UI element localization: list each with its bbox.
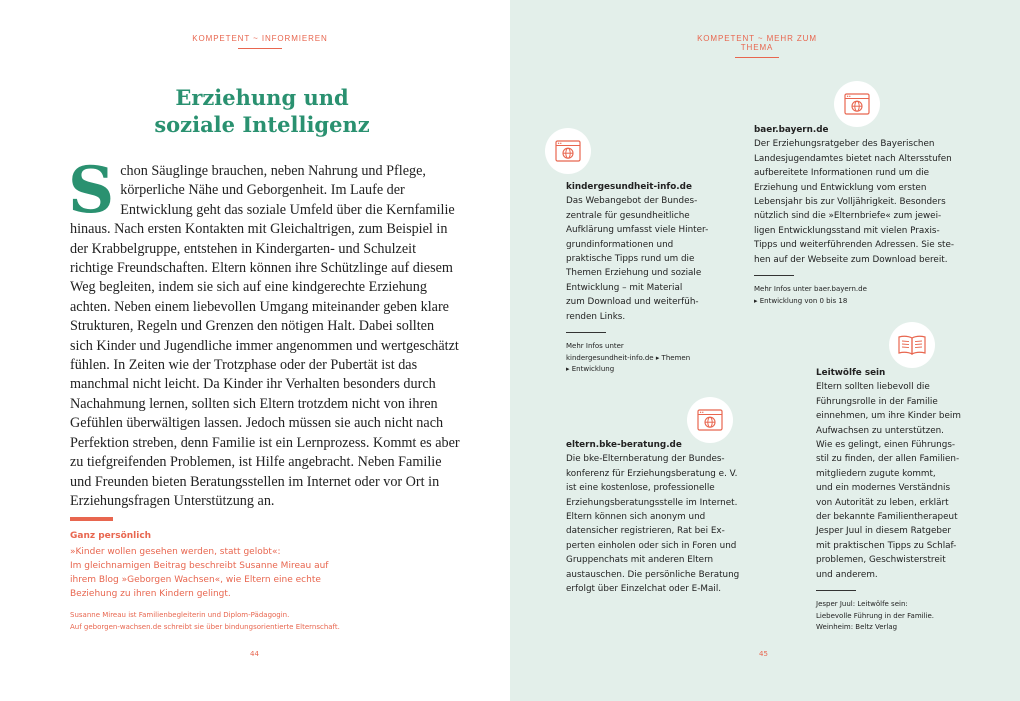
resource-line: praktische Tipps rund um die — [566, 254, 695, 265]
open-book-icon — [889, 322, 935, 368]
resource-line: einnehmen, um ihre Kinder beim — [816, 411, 961, 422]
left-header-rule — [238, 48, 282, 49]
sidebar-quote-line: Beziehung zu ihren Kindern gelingt. — [70, 589, 231, 599]
resource-line: mitgliedern zugute kommt, — [816, 468, 936, 479]
resource-line: zentrale für gesundheitliche — [566, 210, 690, 221]
resource-line: Themen Erziehung und soziale — [566, 268, 702, 279]
resource-title: baer.bayern.de — [754, 125, 829, 135]
resource-line: Aufklärung umfasst viele Hinter- — [566, 225, 709, 236]
sidebar-bio — [70, 609, 390, 633]
resource-line: renden Links. — [566, 311, 626, 322]
resource-line: Erziehungsberatungsstelle im Internet. — [566, 497, 738, 508]
resource-line: Erziehung und Entwicklung vom ersten — [754, 182, 927, 193]
right-page — [510, 0, 1020, 701]
sidebar-title: Ganz persönlich — [70, 531, 152, 541]
resource-ref-line: Mehr Infos unter baer.bayern.de — [754, 285, 867, 294]
resource-line: und ein modernes Verständnis — [816, 483, 951, 494]
article-body-text: chon Säuglinge brauchen, neben Nahrung und Pflege, körperliche Nähe und Geborgenheit. Im Laufe der Entwicklung geht das soziale Umfeld über die Kernfamilie hinaus. Nach ersten Kontakten mit Gleichaltrigen, zum Beispiel in der Krabbelgruppe, entstehen in Kindergarten- und Schulzeit richtige Freundschaften. Eltern können ihre Schützlinge auf diesem Weg begleiten, indem sie sich auf eine kindgerechte Erziehung achten. Neben einem liebevollen Umgang miteinander geben klare Strukturen, Regeln und Grenzen den nötigen Halt. Dabei sollten sich Kinder und Jugendliche immer angenommen und wertgeschätzt fühlen. In Zeiten wie der Trotzphase oder der Pubertät ist das manchmal nicht leicht. Da Kinder ihr Verhalten besonders durch Nachahmung lernen, sollten sich Eltern trotzdem nicht von ihren Gefühlen überwältigen lassen. Jedoch müssen sie auch nicht nach Perfektion streben, denn Familie ist ein Lernprozess. Kommt es aber zu tiefgreifenden Problemen, ist Hilfe angebracht. Neben Familie und Freunden bieten Beratungsstellen im Internet oder vor Ort in Erziehungsfragen Unterstützung an. — [70, 163, 460, 509]
resource-line: der bekannte Familientherapeut — [816, 512, 958, 523]
resource-description — [754, 137, 994, 267]
resource-ref-line: Liebevolle Führung in der Familie. — [816, 611, 935, 620]
right-header-rule — [735, 57, 779, 58]
browser-globe-icon — [545, 128, 591, 174]
resource-line: problemen, Geschwisterstreit — [816, 555, 946, 566]
right-header-label: KOMPETENT ~ MEHR ZUM THEMA — [697, 34, 817, 52]
resource-line: Wie es gelingt, einen Führungs- — [816, 440, 956, 451]
page-number-right: 45 — [759, 650, 768, 658]
resource-divider — [816, 590, 856, 591]
sidebar-quote-line: »Kinder wollen gesehen werden, statt gelobt«: — [70, 547, 281, 557]
right-page-header — [682, 34, 832, 58]
resource-line: datensicher registrieren, Rat bei Ex- — [566, 526, 725, 537]
resource-line: Die bke-Elternberatung der Bundes- — [566, 454, 725, 465]
resource-line: und anderem. — [816, 569, 878, 580]
resource-reference — [754, 284, 994, 307]
sidebar-quote — [70, 545, 370, 601]
resource-ref-line: kindergesundheit-info.de ▸ Themen — [566, 353, 691, 362]
resource-line: Tipps und weiterführenden Adressen. Sie ste- — [754, 240, 955, 251]
resource-reference — [566, 341, 766, 376]
sidebar-accent-rule — [70, 517, 113, 521]
resource-line: erfolgt über Einzelchat oder E-Mail. — [566, 584, 722, 595]
resource-line: Gruppenchats mit anderen Eltern — [566, 555, 714, 566]
resource-baer-bayern — [754, 123, 994, 307]
resource-line: Entwicklung – mit Material — [566, 282, 683, 293]
sidebar-bio-line: Auf geborgen-wachsen.de schreibt sie über bindungsorientierte Elternschaft. — [70, 623, 340, 631]
left-header-label: KOMPETENT ~ INFORMIEREN — [192, 34, 328, 43]
sidebar-quote-line: ihrem Blog »Geborgen Wachsen«, wie Eltern eine echte — [70, 575, 321, 585]
resource-line: ist eine kostenlose, professionelle — [566, 483, 715, 494]
resource-description — [566, 194, 766, 324]
resource-line: nützlich sind die »Elternbriefe« zum jewei- — [754, 211, 942, 222]
browser-globe-icon — [834, 81, 880, 127]
resource-line: perten einholen oder sich in Foren und — [566, 540, 737, 551]
resource-line: austauschen. Die persönliche Beratung — [566, 569, 740, 580]
resource-line: Eltern sollten liebevoll die — [816, 382, 930, 393]
resource-divider — [566, 332, 606, 333]
resource-ref-line: Mehr Infos unter — [566, 342, 624, 351]
resource-line: Aufwachsen zu unterstützen. — [816, 425, 944, 436]
resource-description — [566, 452, 776, 596]
resource-line: stil zu finden, der allen Familien- — [816, 454, 960, 465]
resource-line: aufbereitete Informationen rund um die — [754, 168, 930, 179]
resource-line: Das Webangebot der Bundes- — [566, 196, 698, 207]
resource-kindergesundheit — [566, 180, 766, 376]
resource-leitwoelfe — [816, 366, 1006, 634]
resource-line: konferenz für Erziehungsberatung e. V. — [566, 468, 738, 479]
resource-title: eltern.bke-beratung.de — [566, 440, 682, 450]
resource-line: grundinformationen und — [566, 239, 674, 250]
resource-line: Jesper Juul in diesem Ratgeber — [816, 526, 951, 537]
resource-ref-line: ▸ Entwicklung von 0 bis 18 — [754, 296, 848, 305]
resource-description — [816, 380, 1006, 582]
resource-line: Landesjugendamtes bietet nach Altersstufen — [754, 153, 952, 164]
resource-divider — [754, 275, 794, 276]
page-number-left: 44 — [250, 650, 259, 658]
drop-cap: S — [68, 153, 115, 228]
resource-line: Lebensjahr bis zur Volljährigkeit. Besonders — [754, 197, 946, 208]
resource-title: Leitwölfe sein — [816, 368, 886, 378]
resource-line: ligen Entwicklungsstand mit vielen Praxis- — [754, 225, 940, 236]
article-title-line: soziale Intelligenz — [154, 112, 370, 137]
resource-line: von Autorität zu leben, erklärt — [816, 497, 949, 508]
resource-line: Eltern können sich anonym und — [566, 512, 706, 523]
resource-ref-line: Jesper Juul: Leitwölfe sein: — [816, 600, 908, 609]
resource-line: zum Download und weiterfüh- — [566, 297, 699, 308]
resource-ref-line: Weinheim: Beltz Verlag — [816, 623, 898, 632]
sidebar-quote-line: Im gleichnamigen Beitrag beschreibt Susanne Mireau auf — [70, 561, 329, 571]
resource-bke-beratung — [566, 438, 776, 596]
article-body — [68, 153, 460, 511]
resource-line: Der Erziehungsratgeber des Bayerischen — [754, 139, 935, 150]
article-title-line: Erziehung und — [175, 85, 349, 110]
sidebar-bio-line: Susanne Mireau ist Familienbegleiterin und Diplom-Pädagogin. — [70, 611, 290, 619]
resource-ref-line: ▸ Entwicklung — [566, 365, 615, 374]
browser-globe-icon — [687, 397, 733, 443]
resource-line: Führungsrolle in der Familie — [816, 396, 938, 407]
left-page-header — [160, 34, 360, 49]
resource-line: mit praktischen Tipps zu Schlaf- — [816, 540, 957, 551]
resource-reference — [816, 599, 1006, 634]
resource-line: hen auf der Webseite zum Download bereit. — [754, 254, 948, 265]
article-title — [112, 84, 412, 138]
resource-title: kindergesundheit-info.de — [566, 182, 692, 192]
